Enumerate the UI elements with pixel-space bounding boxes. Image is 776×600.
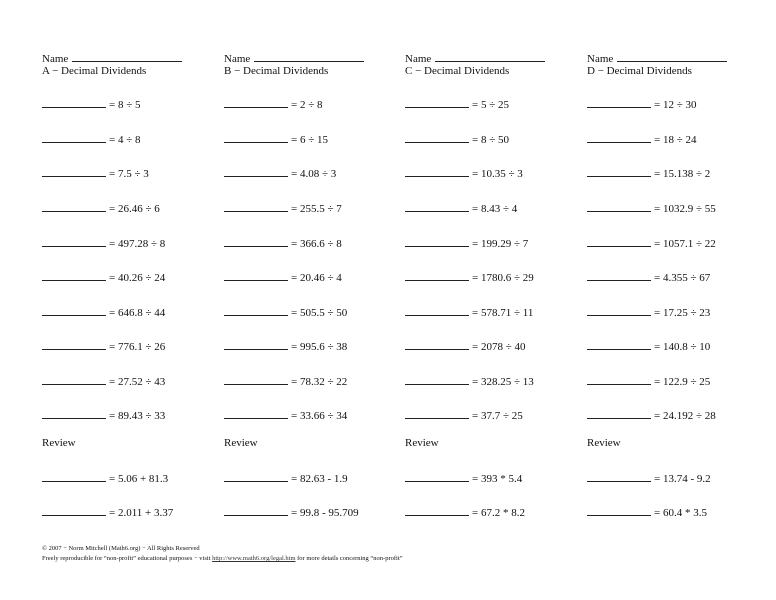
problem-row — [587, 409, 716, 423]
review-row — [587, 472, 711, 486]
answer-blank[interactable] — [224, 167, 288, 177]
answer-blank[interactable] — [42, 98, 106, 108]
answer-blank[interactable] — [405, 409, 469, 419]
problem-row — [42, 375, 165, 389]
name-label: Name — [405, 53, 432, 65]
name-input-line[interactable] — [617, 51, 727, 62]
problem-row — [42, 133, 141, 147]
review-heading: Review — [587, 437, 621, 449]
problem-expression: = 26.46 ÷ 6 — [109, 203, 160, 215]
problem-expression: = 497.28 ÷ 8 — [109, 238, 166, 250]
problem-row — [587, 202, 716, 216]
problem-row — [587, 133, 697, 147]
answer-blank[interactable] — [587, 375, 651, 385]
review-expression: = 13.74 - 9.2 — [654, 473, 711, 485]
review-row — [42, 472, 168, 486]
problem-expression: = 6 ÷ 15 — [291, 134, 328, 146]
review-expression: = 60.4 * 3.5 — [654, 507, 707, 519]
problem-row — [42, 340, 165, 354]
answer-blank[interactable] — [224, 340, 288, 350]
problem-expression: = 33.66 ÷ 34 — [291, 410, 348, 422]
problem-row — [587, 98, 697, 112]
answer-blank[interactable] — [405, 271, 469, 281]
problem-row — [224, 202, 342, 216]
answer-blank[interactable] — [405, 98, 469, 108]
copyright-text: © 2007 − Norm Mitchell (Math6.org) − All Rights Reserved — [42, 545, 200, 552]
review-expression: = 5.06 + 81.3 — [109, 473, 169, 485]
problem-row — [224, 167, 336, 181]
review-row — [224, 506, 359, 520]
review-row — [224, 472, 348, 486]
worksheet-column-a — [42, 0, 222, 540]
name-input-line[interactable] — [435, 51, 545, 62]
problem-expression: = 995.6 ÷ 38 — [291, 341, 348, 353]
problem-expression: = 646.8 ÷ 44 — [109, 307, 166, 319]
problem-row — [405, 340, 526, 354]
answer-blank[interactable] — [405, 472, 469, 482]
review-row — [405, 506, 525, 520]
answer-blank[interactable] — [405, 306, 469, 316]
review-expression: = 393 * 5.4 — [472, 473, 523, 485]
reproduction-notice — [42, 555, 403, 563]
name-field — [405, 51, 545, 66]
answer-blank[interactable] — [224, 375, 288, 385]
answer-blank[interactable] — [405, 340, 469, 350]
answer-blank[interactable] — [405, 167, 469, 177]
problem-row — [405, 375, 534, 389]
problem-row — [224, 409, 347, 423]
review-expression: = 2.011 + 3.37 — [109, 507, 174, 519]
problem-row — [587, 375, 710, 389]
problem-row — [587, 167, 710, 181]
legal-link[interactable]: http://www.math6.org/legal.htm — [212, 555, 296, 562]
column-title: D − Decimal Dividends — [587, 65, 692, 77]
review-row — [405, 472, 522, 486]
review-row — [587, 506, 707, 520]
problem-expression: = 255.5 ÷ 7 — [291, 203, 342, 215]
problem-expression: = 4.355 ÷ 67 — [654, 272, 711, 284]
answer-blank[interactable] — [42, 506, 106, 516]
problem-row — [405, 98, 509, 112]
problem-row — [224, 237, 342, 251]
answer-blank[interactable] — [587, 271, 651, 281]
problem-expression: = 15.138 ÷ 2 — [654, 168, 711, 180]
problem-expression: = 1780.6 ÷ 29 — [472, 272, 534, 284]
problem-row — [405, 409, 523, 423]
problem-expression: = 17.25 ÷ 23 — [654, 307, 711, 319]
answer-blank[interactable] — [587, 98, 651, 108]
problem-expression: = 1032.9 ÷ 55 — [654, 203, 716, 215]
problem-row — [42, 306, 165, 320]
answer-blank[interactable] — [587, 133, 651, 143]
answer-blank[interactable] — [224, 271, 288, 281]
problem-expression: = 366.6 ÷ 8 — [291, 238, 342, 250]
problem-expression: = 1057.1 ÷ 22 — [654, 238, 716, 250]
problem-row — [405, 202, 517, 216]
problem-row — [42, 202, 160, 216]
name-field — [587, 51, 727, 66]
worksheet-column-c — [405, 0, 585, 540]
problem-expression: = 5 ÷ 25 — [472, 99, 509, 111]
name-input-line[interactable] — [72, 51, 182, 62]
answer-blank[interactable] — [42, 202, 106, 212]
problem-expression: = 122.9 ÷ 25 — [654, 376, 711, 388]
problem-expression: = 328.25 ÷ 13 — [472, 376, 534, 388]
problem-expression: = 4.08 ÷ 3 — [291, 168, 337, 180]
problem-expression: = 505.5 ÷ 50 — [291, 307, 348, 319]
problem-row — [405, 306, 533, 320]
problem-expression: = 89.43 ÷ 33 — [109, 410, 166, 422]
problem-expression: = 12 ÷ 30 — [654, 99, 697, 111]
name-field — [42, 51, 182, 66]
notice-prefix: Freely reproducible for “non-profit” educational purposes − visit — [42, 555, 213, 562]
problem-row — [224, 98, 323, 112]
problem-row — [405, 133, 509, 147]
problem-expression: = 24.192 ÷ 28 — [654, 410, 716, 422]
problem-expression: = 4 ÷ 8 — [109, 134, 141, 146]
answer-blank[interactable] — [42, 375, 106, 385]
problem-row — [224, 306, 347, 320]
problem-expression: = 37.7 ÷ 25 — [472, 410, 523, 422]
problem-row — [42, 237, 165, 251]
answer-blank[interactable] — [42, 237, 106, 247]
answer-blank[interactable] — [224, 472, 288, 482]
answer-blank[interactable] — [42, 409, 106, 419]
problem-expression: = 2078 ÷ 40 — [472, 341, 526, 353]
problem-row — [405, 271, 534, 285]
answer-blank[interactable] — [405, 506, 469, 516]
problem-expression: = 10.35 ÷ 3 — [472, 168, 523, 180]
worksheet-column-d — [587, 0, 767, 540]
problem-row — [587, 237, 716, 251]
problem-expression: = 7.5 ÷ 3 — [109, 168, 149, 180]
problem-row — [587, 306, 710, 320]
answer-blank[interactable] — [42, 133, 106, 143]
problem-row — [42, 98, 141, 112]
problem-row — [42, 167, 149, 181]
column-title: B − Decimal Dividends — [224, 65, 329, 77]
problem-expression: = 2 ÷ 8 — [291, 99, 323, 111]
problem-row — [224, 133, 328, 147]
name-label: Name — [587, 53, 614, 65]
answer-blank[interactable] — [42, 167, 106, 177]
problem-row — [224, 271, 342, 285]
answer-blank[interactable] — [224, 409, 288, 419]
answer-blank[interactable] — [224, 306, 288, 316]
review-row — [42, 506, 173, 520]
problem-row — [587, 271, 710, 285]
problem-row — [42, 409, 165, 423]
answer-blank[interactable] — [42, 306, 106, 316]
problem-expression: = 199.29 ÷ 7 — [472, 238, 529, 250]
answer-blank[interactable] — [405, 133, 469, 143]
problem-expression: = 776.1 ÷ 26 — [109, 341, 166, 353]
answer-blank[interactable] — [587, 409, 651, 419]
problem-expression: = 8.43 ÷ 4 — [472, 203, 518, 215]
problem-expression: = 8 ÷ 50 — [472, 134, 509, 146]
answer-blank[interactable] — [224, 202, 288, 212]
problem-row — [405, 167, 523, 181]
problem-row — [42, 271, 165, 285]
problem-expression: = 8 ÷ 5 — [109, 99, 141, 111]
notice-suffix: for more details concerning “non-profit” — [295, 555, 403, 562]
answer-blank[interactable] — [587, 472, 651, 482]
name-field — [224, 51, 364, 66]
answer-blank[interactable] — [587, 167, 651, 177]
problem-expression: = 18 ÷ 24 — [654, 134, 697, 146]
review-expression: = 82.63 - 1.9 — [291, 473, 348, 485]
review-heading: Review — [405, 437, 439, 449]
name-input-line[interactable] — [254, 51, 364, 62]
problem-expression: = 20.46 ÷ 4 — [291, 272, 342, 284]
answer-blank[interactable] — [224, 506, 288, 516]
answer-blank[interactable] — [224, 98, 288, 108]
answer-blank[interactable] — [42, 271, 106, 281]
problem-expression: = 40.26 ÷ 24 — [109, 272, 166, 284]
review-heading: Review — [42, 437, 76, 449]
column-title: C − Decimal Dividends — [405, 65, 510, 77]
answer-blank[interactable] — [587, 306, 651, 316]
review-expression: = 99.8 - 95.709 — [291, 507, 359, 519]
answer-blank[interactable] — [42, 472, 106, 482]
problem-expression: = 578.71 ÷ 11 — [472, 307, 534, 319]
answer-blank[interactable] — [405, 202, 469, 212]
problem-row — [224, 375, 347, 389]
name-label: Name — [224, 53, 251, 65]
problem-row — [405, 237, 528, 251]
answer-blank[interactable] — [224, 237, 288, 247]
answer-blank[interactable] — [42, 340, 106, 350]
review-expression: = 67.2 * 8.2 — [472, 507, 525, 519]
problem-expression: = 27.52 ÷ 43 — [109, 376, 166, 388]
problem-expression: = 140.8 ÷ 10 — [654, 341, 711, 353]
problem-row — [587, 340, 710, 354]
worksheet-column-b — [224, 0, 404, 540]
column-title: A − Decimal Dividends — [42, 65, 147, 77]
problem-expression: = 78.32 ÷ 22 — [291, 376, 348, 388]
name-label: Name — [42, 53, 69, 65]
problem-row — [224, 340, 347, 354]
review-heading: Review — [224, 437, 258, 449]
answer-blank[interactable] — [587, 506, 651, 516]
answer-blank[interactable] — [405, 375, 469, 385]
answer-blank[interactable] — [405, 237, 469, 247]
answer-blank[interactable] — [587, 340, 651, 350]
answer-blank[interactable] — [224, 133, 288, 143]
answer-blank[interactable] — [587, 202, 651, 212]
answer-blank[interactable] — [587, 237, 651, 247]
